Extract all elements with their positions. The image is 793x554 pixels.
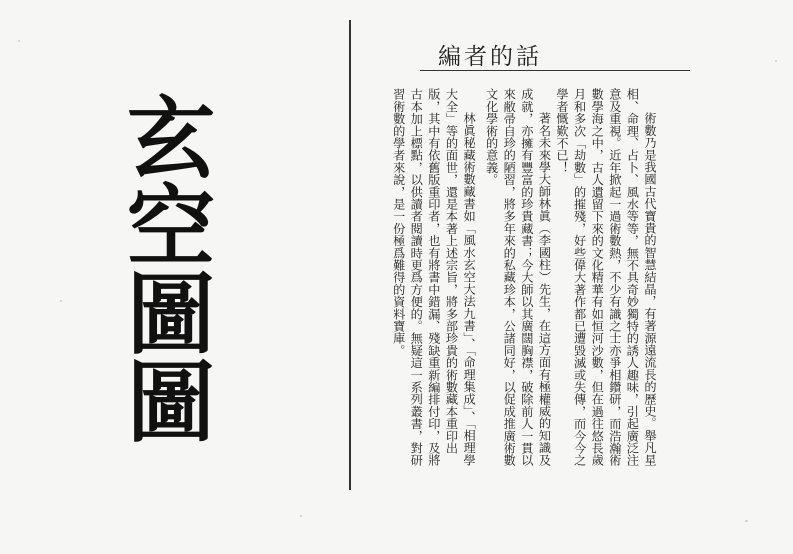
scan-speck xyxy=(60,300,62,302)
editor-note-heading: 編者的話 xyxy=(438,44,542,70)
scan-speck xyxy=(745,520,748,522)
page-divider xyxy=(349,20,351,490)
paragraph: 術數乃是我國古代寶貴的智慧結晶，有著源遠流長的歷史。舉凡星相、命理、占卜、風水等等，無不具奇妙獨特的誘人趣味，引起廣泛注意及重視。近年掀起一過術數熱，不少有識之士亦爭相鑽研，而浩瀚術數學海之中，古人遺留下來的文化精華有如恒河沙數，但在過往悠長歲月和多次「劫數」的摧殘，好些偉大著作都已遭毀滅或失傳，而今今之學者慨歎不已！ xyxy=(555,88,657,467)
heading-underline xyxy=(420,70,690,71)
paragraph: 著名未來學大師林眞（李國柱）先生，在這方面有極權威的知識及成就，亦擁有豐富的珍貴藏書；今大師以其廣闊胸襟，破除前人一貫以來敝帚自珍的陋習，將多年來的私藏珍本，公諸同好，以促成推廣術數文化學術的意義。 xyxy=(484,88,552,467)
scan-speck xyxy=(18,40,20,42)
paragraph: 林眞秘藏術數藏書如「風水玄空大法九書」、「命理集成」、「相理學大全」等的面世，還是本著上述宗旨，將多部珍貴的術數藏本重印出版，其中有依舊版重印者，也有將書中錯漏、殘缺重新編排付印，及將古本加上標點，以供讀者閱讀時更爲方便的。無疑這一系列叢書，對研習術數的學者來說，是一份極爲難得的資料寶庫。 xyxy=(391,88,477,467)
scan-speck xyxy=(775,60,777,62)
book-title: 玄空圖圖 xyxy=(113,92,217,444)
editor-note-body xyxy=(384,88,658,478)
scan-speck xyxy=(300,515,302,517)
